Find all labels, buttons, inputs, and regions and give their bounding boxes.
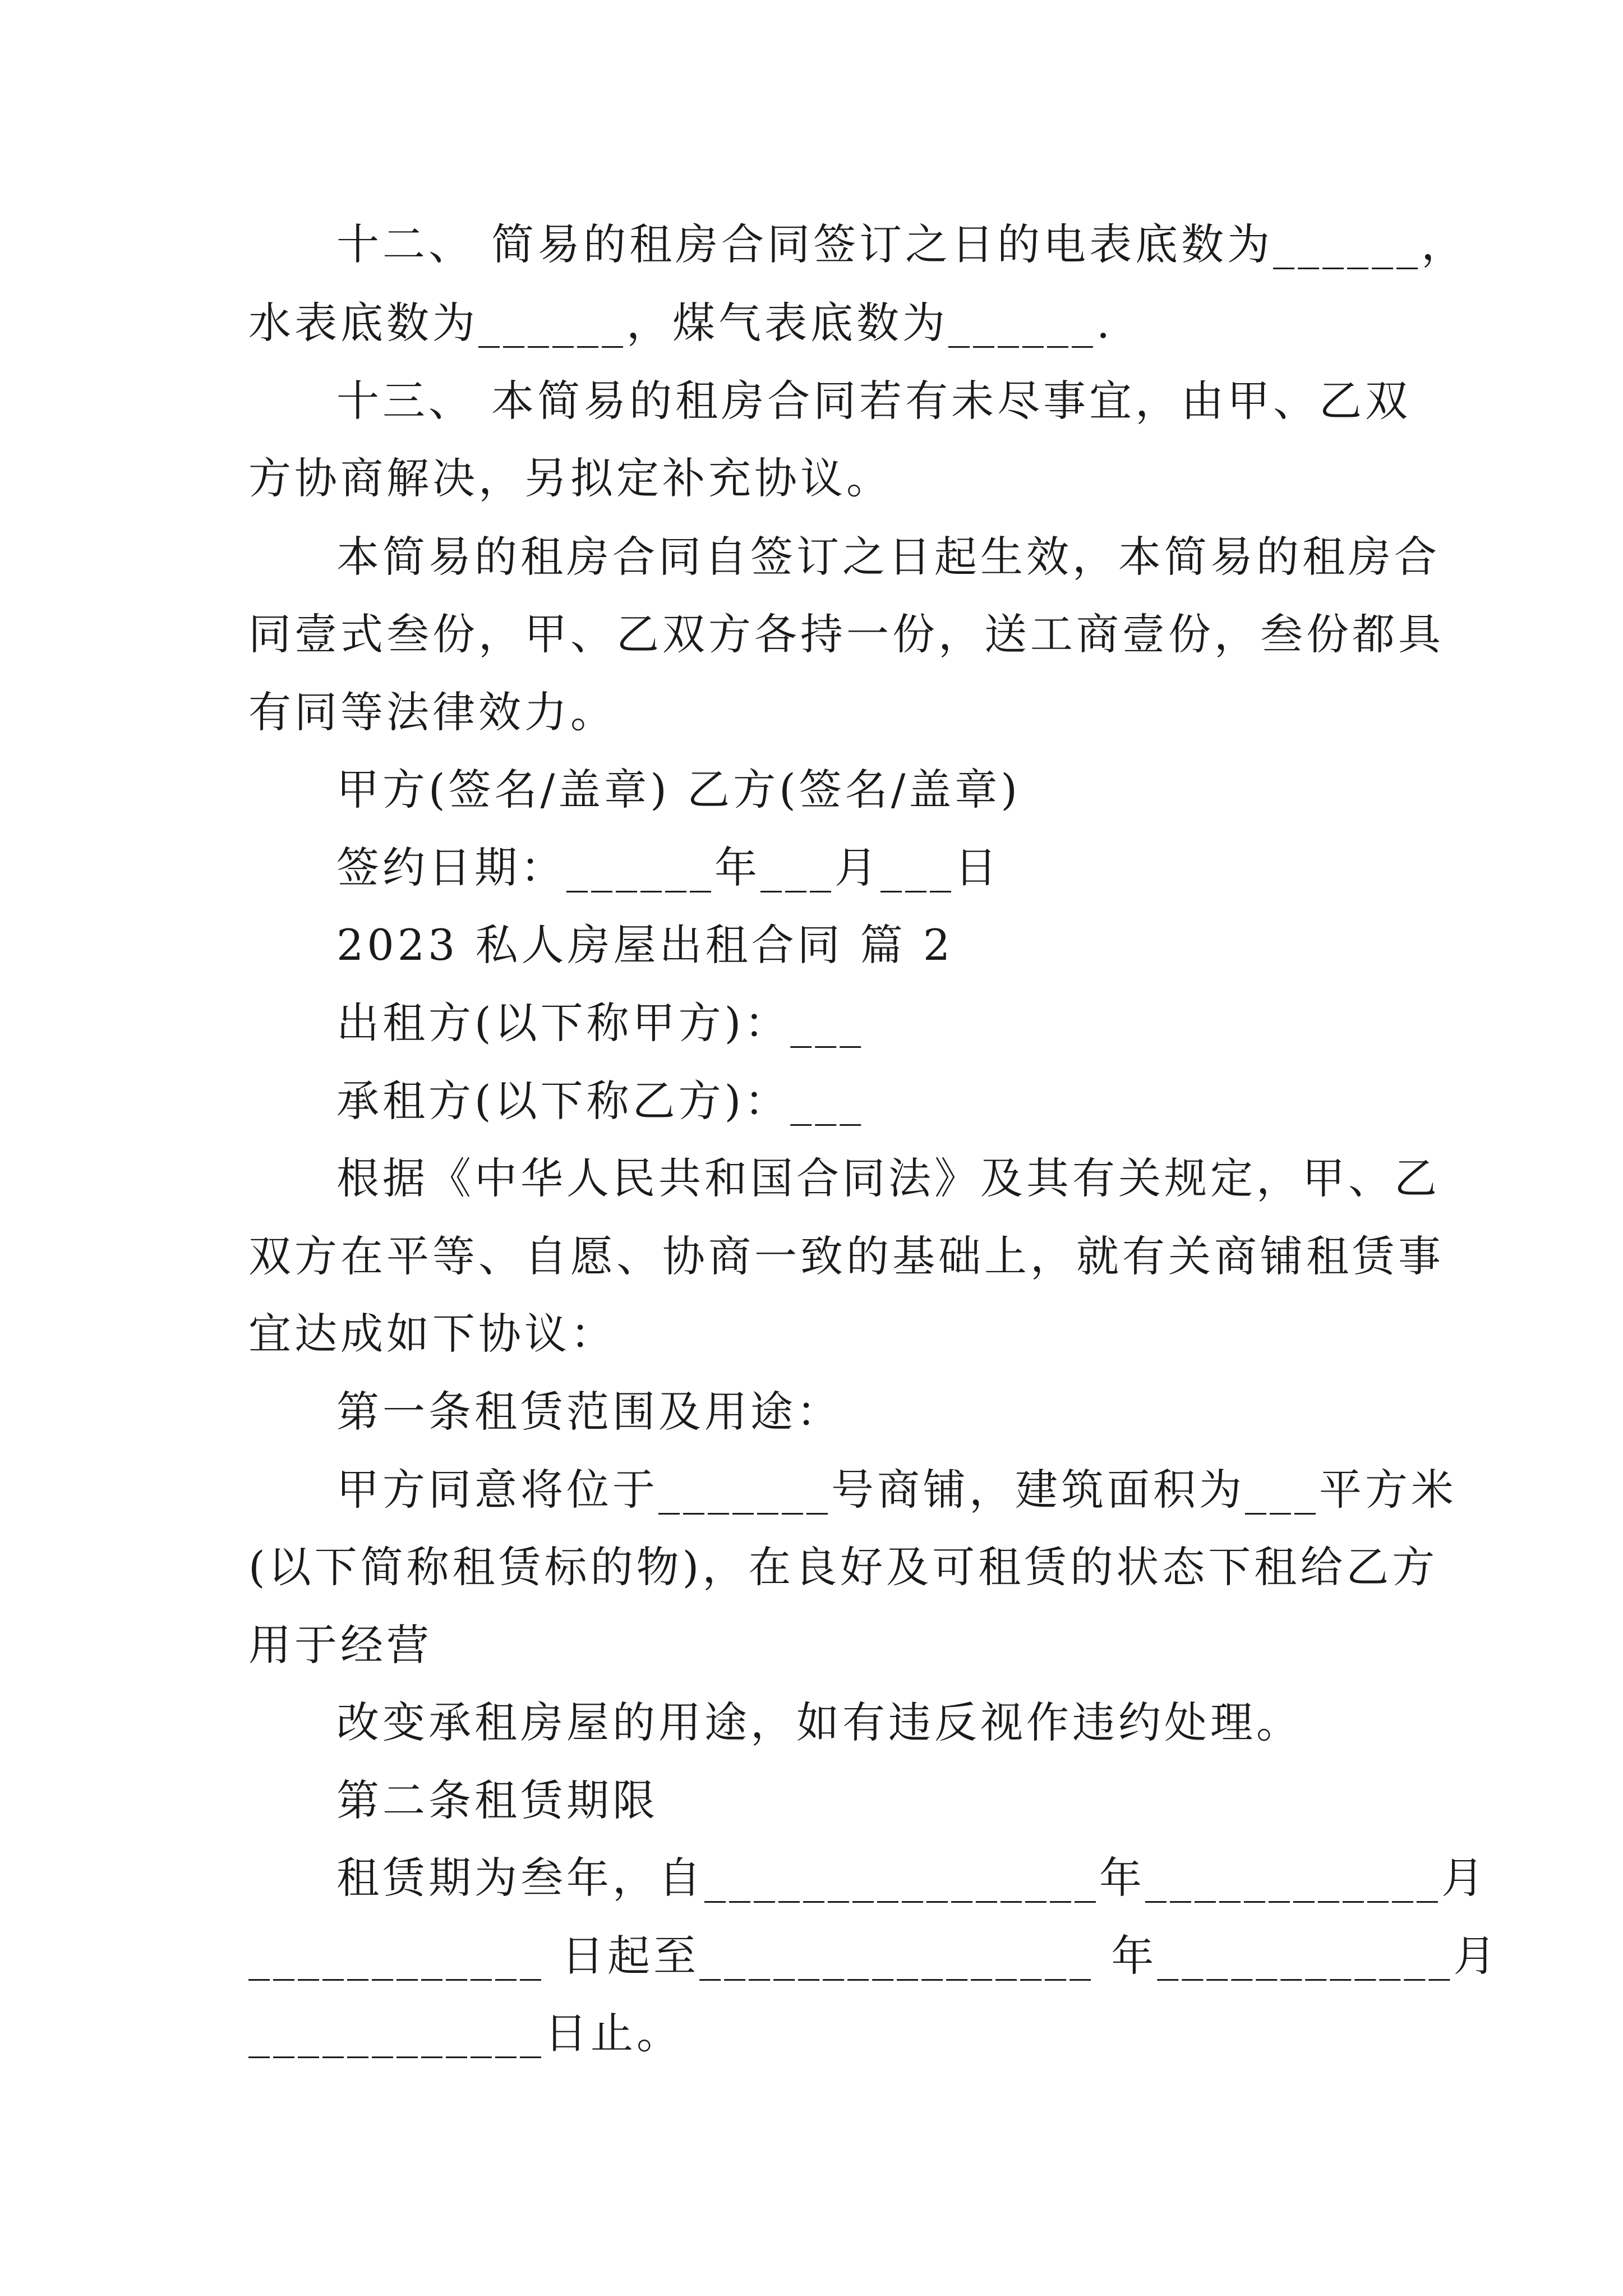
text-line-effect-part1: 本简易的租房合同自签订之日起生效，本简易的租房合 — [336, 532, 1440, 582]
text-line-basis-part1: 根据《中华人民共和国合同法》及其有关规定，甲、乙 — [336, 1153, 1440, 1203]
section-heading: 2023 私人房屋出租合同 篇 2 — [336, 920, 954, 970]
article-1-heading: 第一条租赁范围及用途： — [336, 1387, 842, 1437]
text-line-effect-part3: 有同等法律效力。 — [248, 687, 616, 737]
text-line-article-2-part1: 租赁期为叁年，自________________年____________月 — [336, 1853, 1487, 1903]
text-line-article-1-part3: 用于经营 — [248, 1620, 432, 1670]
text-line-article-2-part3: ____________日止。 — [248, 2008, 683, 2058]
text-line-article-1-part1: 甲方同意将位于_______号商铺，建筑面积为___平方米 — [336, 1465, 1457, 1515]
text-line-clause-13-part2: 方协商解决，另拟定补充协议。 — [248, 453, 892, 503]
article-2-heading: 第二条租赁期限 — [336, 1775, 658, 1825]
text-line-sign-date: 签约日期：______年___月___日 — [336, 843, 1000, 892]
text-line-clause-12-part1: 十二、 简易的租房合同签订之日的电表底数为______， — [336, 219, 1468, 269]
text-line-lessor: 出租方(以下称甲方)：___ — [336, 998, 865, 1048]
text-line-article-1-part2: (以下简称租赁标的物)，在良好及可租赁的状态下租给乙方 — [248, 1542, 1438, 1592]
text-line-signatures: 甲方(签名/盖章) 乙方(签名/盖章) — [336, 765, 1021, 815]
text-line-basis-part2: 双方在平等、自愿、协商一致的基础上，就有关商铺租赁事 — [248, 1231, 1444, 1281]
text-line-effect-part2: 同壹式叁份，甲、乙双方各持一份，送工商壹份，叁份都具 — [248, 609, 1444, 659]
text-line-clause-12-part2: 水表底数为______，煤气表底数为______. — [248, 298, 1114, 348]
text-line-article-2-part2: ____________ 日起至________________ 年____________月 — [248, 1931, 1500, 1981]
text-line-usage-change: 改变承租房屋的用途，如有违反视作违约处理。 — [336, 1697, 1302, 1747]
text-line-basis-part3: 宜达成如下协议： — [248, 1309, 616, 1359]
text-line-lessee: 承租方(以下称乙方)：___ — [336, 1076, 865, 1126]
text-line-clause-13-part1: 十三、 本简易的租房合同若有未尽事宜，由甲、乙双 — [336, 376, 1412, 426]
